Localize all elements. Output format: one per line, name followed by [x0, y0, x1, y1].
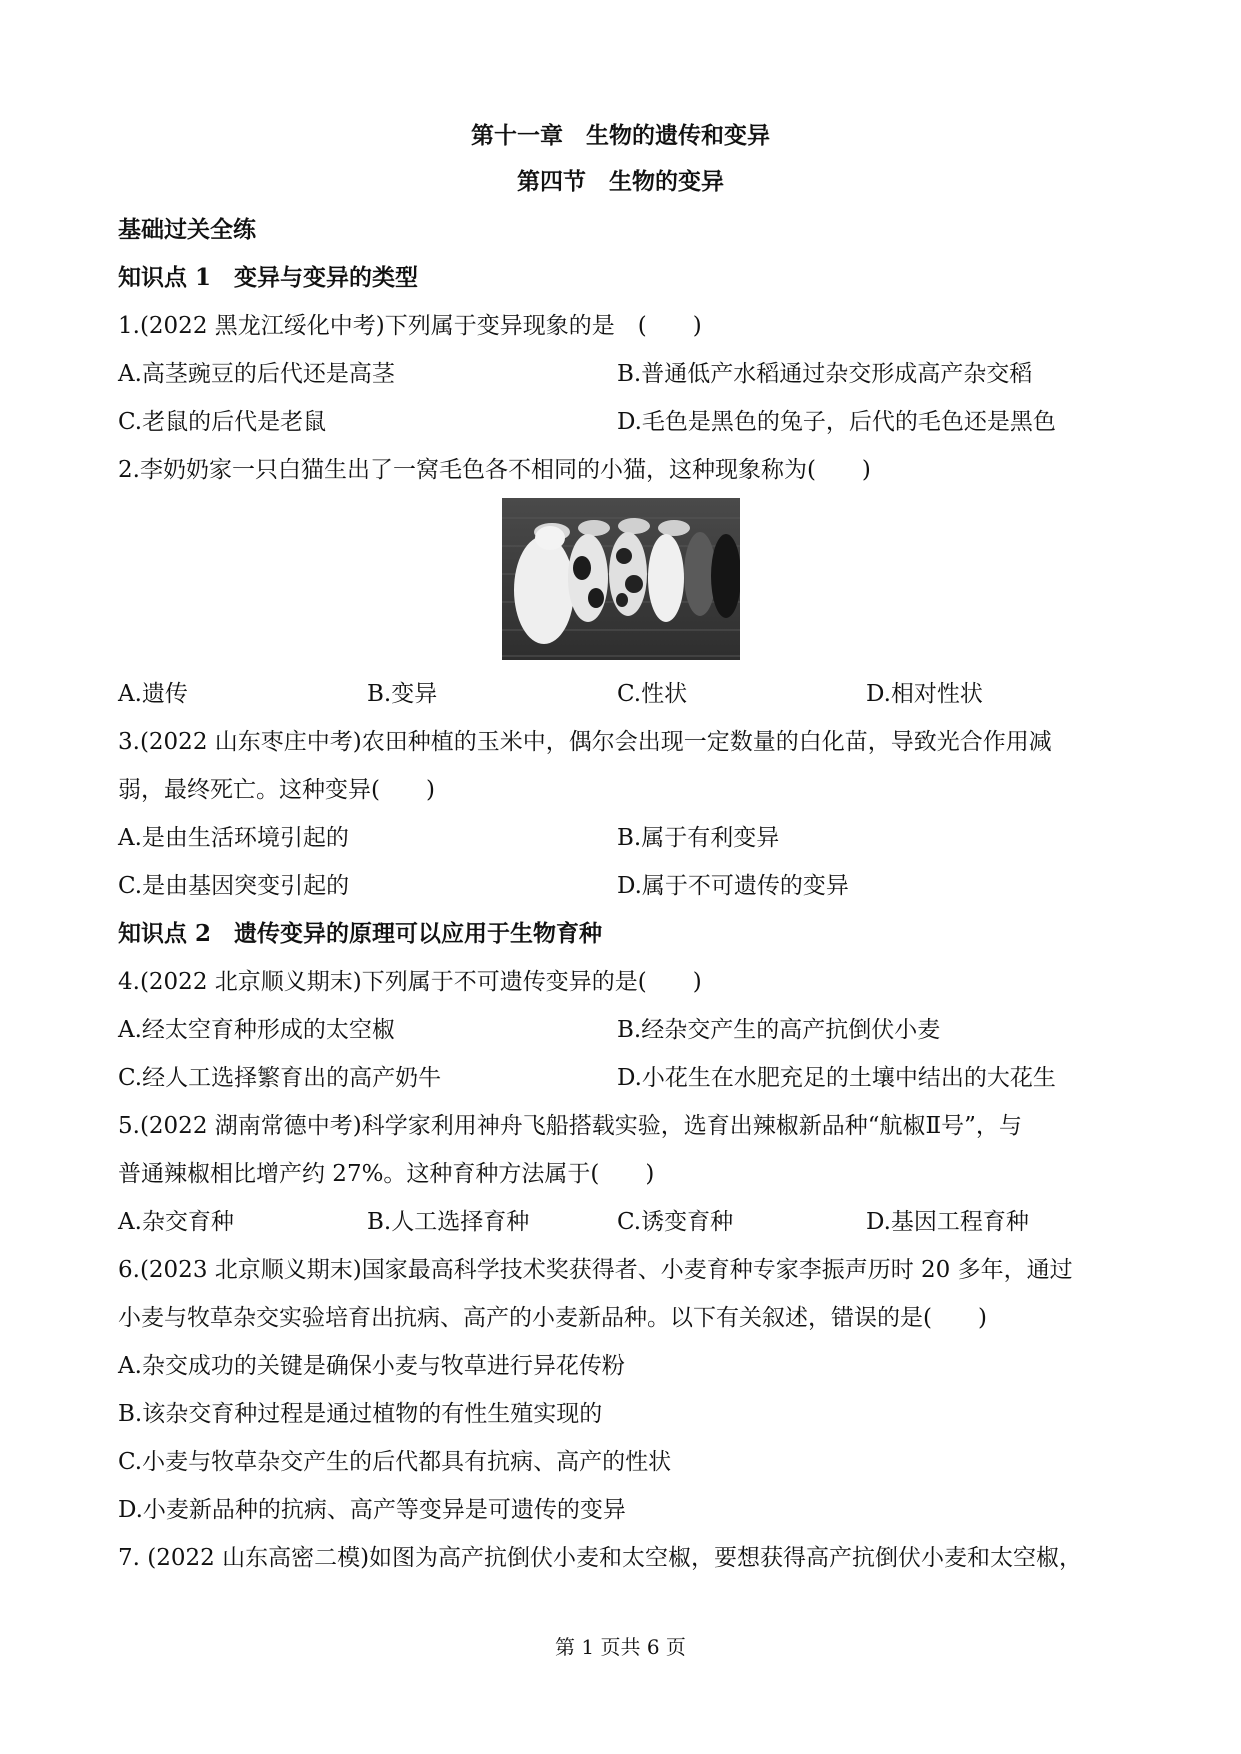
question-3-option-a: A.是由生活环境引起的: [118, 825, 349, 851]
question-1-option-b: B.普通低产水稻通过杂交形成高产杂交稻: [617, 361, 1033, 387]
question-1-option-a: A.高茎豌豆的后代还是高茎: [118, 361, 395, 387]
question-5-option-b: B.人工选择育种: [367, 1209, 530, 1235]
question-7-stem-line-1: 7. (2022 山东高密二模)如图为高产抗倒伏小麦和太空椒，要想获得高产抗倒伏小麦和太空椒，: [118, 1545, 1083, 1571]
question-2-option-d: D.相对性状: [866, 681, 983, 707]
question-5-option-d: D.基因工程育种: [866, 1209, 1029, 1235]
question-3-stem-line-1: 3.(2022 山东枣庄中考)农田种植的玉米中，偶尔会出现一定数量的白化苗，导致光合作用减: [118, 729, 1052, 755]
page-footer: 第 1 页共 6 页: [555, 1635, 686, 1659]
question-5-option-a: A.杂交育种: [118, 1209, 234, 1235]
question-5-stem-line-1: 5.(2022 湖南常德中考)科学家利用神舟飞船搭载实验，选育出辣椒新品种“航椒Ⅱ号”，与: [118, 1113, 1022, 1139]
question-2-option-c: C.性状: [617, 681, 688, 707]
question-4-option-c: C.经人工选择繁育出的高产奶牛: [118, 1065, 442, 1091]
question-3-option-b: B.属于有利变异: [617, 825, 780, 851]
question-6-option-d: D.小麦新品种的抗病、高产等变异是可遗传的变异: [118, 1497, 626, 1523]
question-4-option-b: B.经杂交产生的高产抗倒伏小麦: [617, 1017, 941, 1043]
question-1-option-d: D.毛色是黑色的兔子，后代的毛色还是黑色: [617, 409, 1056, 435]
question-2-option-a: A.遗传: [118, 681, 188, 707]
question-6-option-b: B.该杂交育种过程是通过植物的有性生殖实现的: [118, 1401, 603, 1427]
question-3-option-c: C.是由基因突变引起的: [118, 873, 350, 899]
question-2-option-b: B.变异: [367, 681, 438, 707]
kittens-photo: [502, 498, 740, 660]
question-6-stem-line-2: 小麦与牧草杂交实验培育出抗病、高产的小麦新品种。以下有关叙述，错误的是( ): [118, 1305, 987, 1331]
section-title: 第四节 生物的变异: [517, 168, 724, 195]
question-5-option-c: C.诱变育种: [617, 1209, 734, 1235]
chapter-title: 第十一章 生物的遗传和变异: [471, 122, 770, 149]
question-4-option-a: A.经太空育种形成的太空椒: [118, 1017, 395, 1043]
practice-heading: 基础过关全练: [118, 216, 256, 243]
question-5-stem-line-2: 普通辣椒相比增产约 27%。这种育种方法属于( ): [118, 1161, 655, 1187]
question-1-option-c: C.老鼠的后代是老鼠: [118, 409, 327, 435]
question-4-stem: 4.(2022 北京顺义期末)下列属于不可遗传变异的是( ): [118, 969, 702, 995]
question-4-option-d: D.小花生在水肥充足的土壤中结出的大花生: [617, 1065, 1056, 1091]
question-3-option-d: D.属于不可遗传的变异: [617, 873, 849, 899]
knowledge-point-2-heading: 知识点 2 遗传变异的原理可以应用于生物育种: [118, 920, 603, 947]
kittens-illustration: [502, 498, 740, 660]
knowledge-point-1-heading: 知识点 1 变异与变异的类型: [118, 264, 419, 291]
question-1-stem: 1.(2022 黑龙江绥化中考)下列属于变异现象的是 ( ): [118, 313, 702, 339]
question-3-stem-line-2: 弱，最终死亡。这种变异( ): [118, 777, 435, 803]
question-6-option-c: C.小麦与牧草杂交产生的后代都具有抗病、高产的性状: [118, 1449, 672, 1475]
question-6-option-a: A.杂交成功的关键是确保小麦与牧草进行异花传粉: [118, 1353, 625, 1379]
question-2-stem: 2.李奶奶家一只白猫生出了一窝毛色各不相同的小猫，这种现象称为( ): [118, 457, 871, 483]
question-6-stem-line-1: 6.(2023 北京顺义期末)国家最高科学技术奖获得者、小麦育种专家李振声历时 20 多年，通过: [118, 1257, 1073, 1283]
